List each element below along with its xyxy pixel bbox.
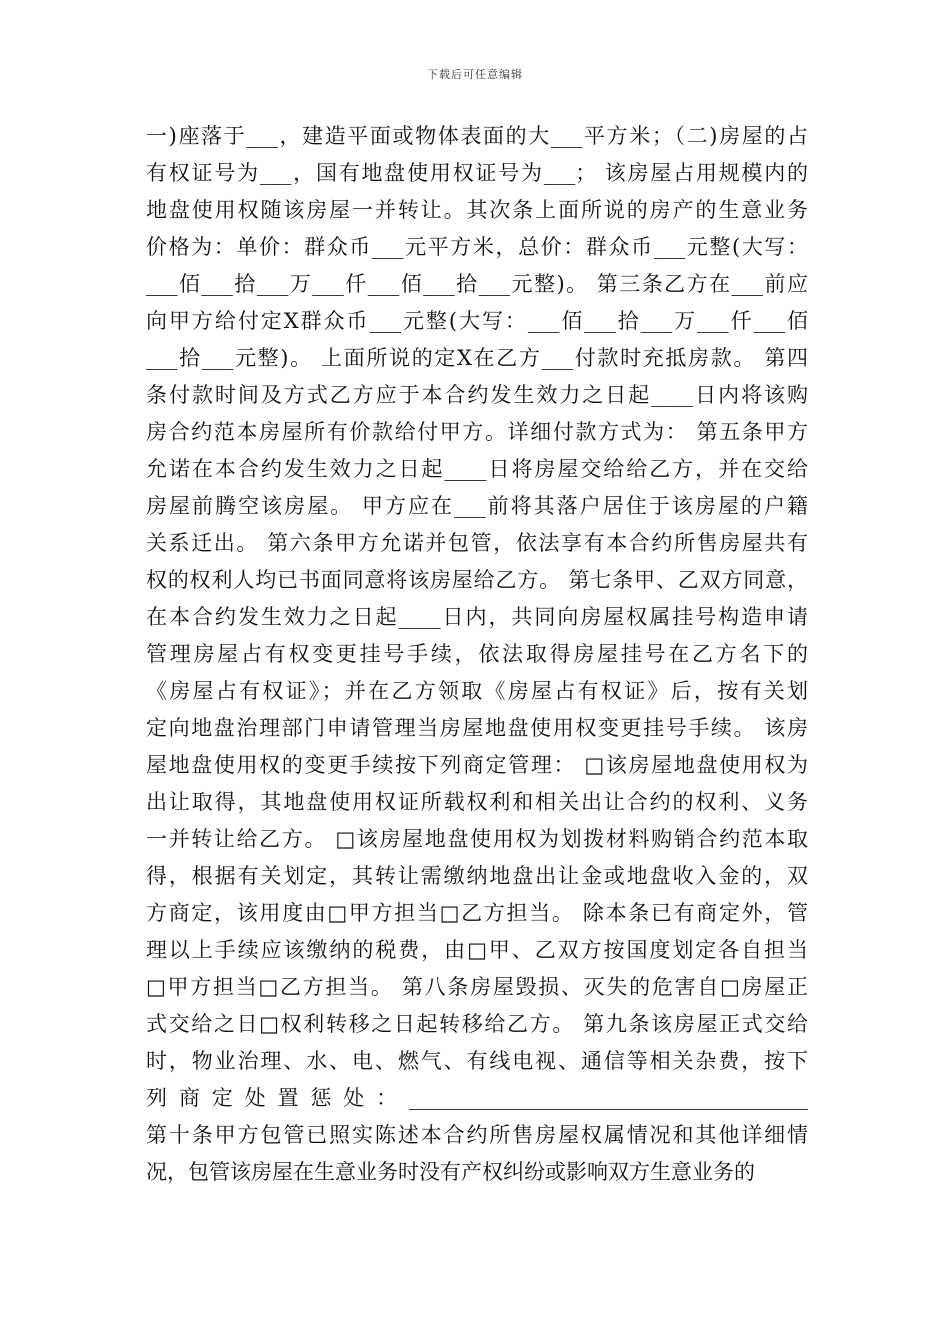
text-line: 况，包管该房屋在生意业务时没有产权纠纷或影响双方生意业务的 bbox=[146, 1160, 755, 1184]
text-line: 一并转让给乙方。 □该房屋地盘使用权为划拨材料购销合约范本取 bbox=[146, 827, 808, 851]
text-line: □甲方担当□乙方担当。 第八条房屋毁损、灭失的危害自□房屋正 bbox=[146, 975, 808, 999]
text-line: 关系迁出。 第六条甲方允诺并包管，依法享有本合约所售房屋共有 bbox=[146, 531, 808, 555]
text-line: 得，根据有关划定，其转让需缴纳地盘出让金或地盘收入金的，双 bbox=[146, 864, 808, 888]
text-line: 列商定处置惩处：______________________________________ bbox=[146, 1086, 808, 1110]
text-line: 房屋前腾空该房屋。 甲方应在___前将其落户居住于该房屋的户籍 bbox=[146, 494, 808, 518]
text-line: 允诺在本合约发生效力之日起____日将房屋交给给乙方，并在交给 bbox=[146, 457, 808, 481]
text-line: 有权证号为___，国有地盘使用权证号为___； 该房屋占用规模内的 bbox=[146, 161, 808, 185]
text-line: 第十条甲方包管已照实陈述本合约所售房屋权属情况和其他详细情 bbox=[146, 1123, 808, 1147]
text-line: 向甲方给付定Ⅹ群众币___元整(大写：___佰___拾___万___仟___佰 bbox=[146, 309, 808, 333]
text-line: 一)座落于___，建造平面或物体表面的大___平方米；（二)房屋的占 bbox=[146, 124, 808, 148]
text-line: 房合约范本房屋所有价款给付甲方。详细付款方式为： 第五条甲方 bbox=[146, 420, 808, 444]
text-line: 定向地盘治理部门申请管理当房屋地盘使用权变更挂号手续。 该房 bbox=[146, 716, 808, 740]
text-line: 权的权利人均已书面同意将该房屋给乙方。 第七条甲、乙双方同意， bbox=[146, 568, 808, 592]
page-header: 下载后可任意编辑 bbox=[427, 68, 523, 81]
text-line: 价格为：单价：群众币___元平方米，总价：群众币___元整(大写： bbox=[146, 235, 808, 259]
text-line: 式交给之日□权利转移之日起转移给乙方。 第九条该房屋正式交给 bbox=[146, 1012, 808, 1036]
text-line: 管理房屋占有权变更挂号手续，依法取得房屋挂号在乙方名下的 bbox=[146, 642, 808, 666]
text-line: 出让取得，其地盘使用权证所载权利和相关出让合约的权利、义务 bbox=[146, 790, 808, 814]
text-line: 理以上手续应该缴纳的税费，由□甲、乙双方按国度划定各自担当 bbox=[146, 938, 808, 962]
text-line: 在本合约发生效力之日起____日内，共同向房屋权属挂号构造申请 bbox=[146, 605, 808, 629]
text-line: 方商定，该用度由□甲方担当□乙方担当。 除本条已有商定外，管 bbox=[146, 901, 808, 925]
text-line: 地盘使用权随该房屋一并转让。其次条上面所说的房产的生意业务 bbox=[146, 198, 808, 222]
text-line: 屋地盘使用权的变更手续按下列商定管理： □该房屋地盘使用权为 bbox=[146, 753, 808, 777]
text-line: 时，物业治理、水、电、燃气、有线电视、通信等相关杂费，按下 bbox=[146, 1049, 808, 1073]
text-line: ___拾___元整)。 上面所说的定Ⅹ在乙方___付款时充抵房款。 第四 bbox=[146, 346, 808, 370]
document-body bbox=[146, 118, 808, 1191]
text-line: ___佰___拾___万___仟___佰___拾___元整)。 第三条乙方在___前应 bbox=[146, 272, 808, 296]
text-line: 条付款时间及方式乙方应于本合约发生效力之日起____日内将该购 bbox=[146, 383, 808, 407]
text-line: 《房屋占有权证》；并在乙方领取《房屋占有权证》后，按有关划 bbox=[146, 679, 808, 703]
